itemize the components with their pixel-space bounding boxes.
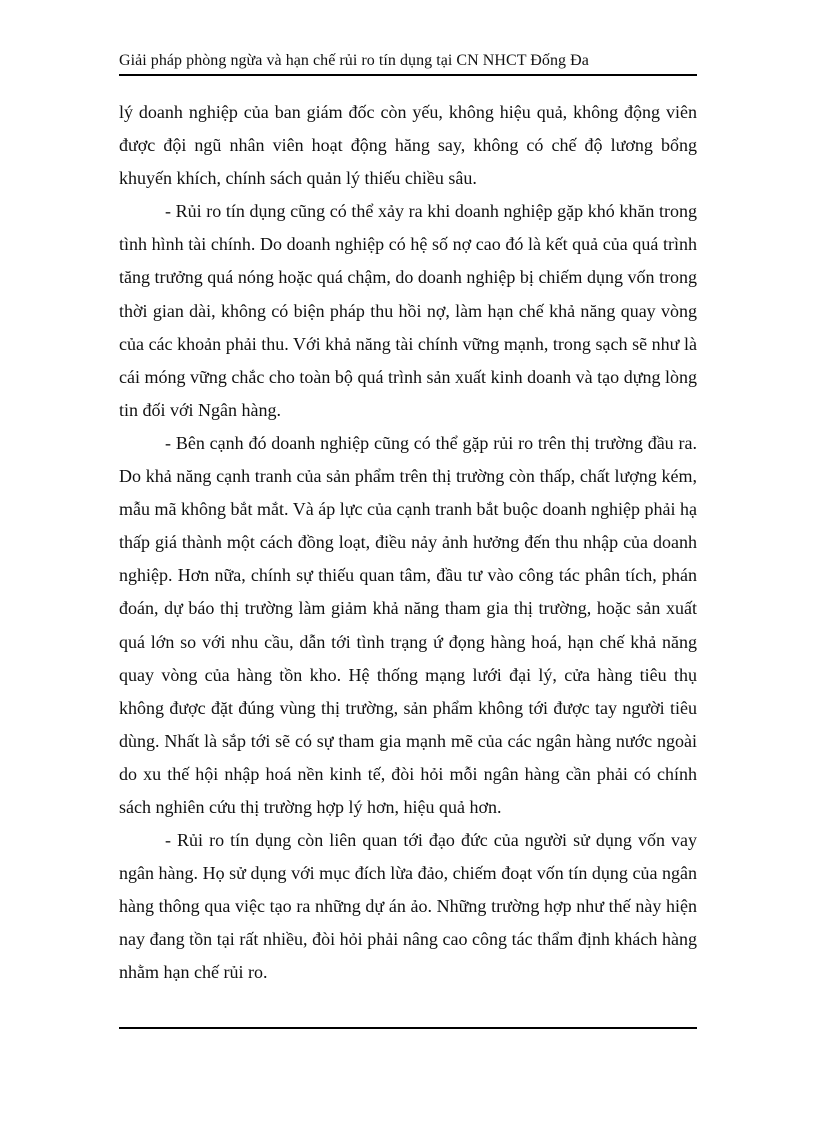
paragraph-market-risk: - Bên cạnh đó doanh nghiệp cũng có thể gặp rủi ro trên thị trường đầu ra. Do khả năng cạnh tranh của sản phẩm trên thị trường còn thấp, chất lượng kém, mẫu mã không bắt mắt. Và áp lực của cạnh tranh bắt buộc doanh nghiệp phải hạ thấp giá thành một cách đồng loạt, điều nảy ảnh hưởng đến thu nhập của doanh nghiệp. Hơn nữa, chính sự thiếu quan tâm, đầu tư vào công tác phân tích, phán đoán, dự báo thị trường làm giảm khả năng tham gia thị trường, hoặc sản xuất quá lớn so với nhu cầu, dẫn tới tình trạng ứ đọng hàng hoá, hạn chế khả năng quay vòng của hàng tồn kho. Hệ thống mạng lưới đại lý, cửa hàng tiêu thụ không được đặt đúng vùng thị trường, sản phẩm không tới được tay người tiêu dùng. Nhất là sắp tới sẽ có sự tham gia mạnh mẽ của các ngân hàng nước ngoài do xu thế hội nhập hoá nền kinh tế, đòi hỏi mỗi ngân hàng cần phải có chính sách nghiên cứu thị trường hợp lý hơn, hiệu quả hơn.	[119, 432, 697, 817]
footer-divider	[119, 1027, 697, 1029]
page-header	[119, 46, 697, 76]
paragraph-ethics-risk: - Rủi ro tín dụng còn liên quan tới đạo đức của người sử dụng vốn vay ngân hàng. Họ sử dụng với mục đích lừa đảo, chiếm đoạt vốn tín dụng của ngân hàng thông qua việc tạo ra những dự án ảo. Những trường hợp như thế này hiện nay đang tồn tại rất nhiều, đòi hỏi phải nâng cao công tác thẩm định khách hàng nhằm hạn chế rủi ro.	[119, 830, 697, 983]
body-text	[119, 96, 697, 990]
header-divider	[119, 74, 697, 76]
header-title: Giải pháp phòng ngừa và hạn chế rủi ro tín dụng tại CN NHCT Đống Đa	[119, 52, 589, 69]
paragraph-continuation: lý doanh nghiệp của ban giám đốc còn yếu, không hiệu quả, không động viên được đội ngũ nhân viên hoạt động hăng say, không có chế độ lương bổng khuyến khích, chính sách quản lý thiếu chiều sâu.	[119, 102, 697, 189]
paragraph-financial-risk: - Rủi ro tín dụng cũng có thể xảy ra khi doanh nghiệp gặp khó khăn trong tình hình tài chính. Do doanh nghiệp có hệ số nợ cao đó là kết quả của quá trình tăng trưởng quá nóng hoặc quá chậm, do doanh nghiệp bị chiếm dụng vốn trong thời gian dài, không có biện pháp thu hồi nợ, làm hạn chế khả năng quay vòng của các khoản phải thu. Với khả năng tài chính vững mạnh, trong sạch sẽ như là cái móng vững chắc cho toàn bộ quá trình sản xuất kinh doanh và tạo dựng lòng tin đối với Ngân hàng.	[119, 201, 697, 420]
